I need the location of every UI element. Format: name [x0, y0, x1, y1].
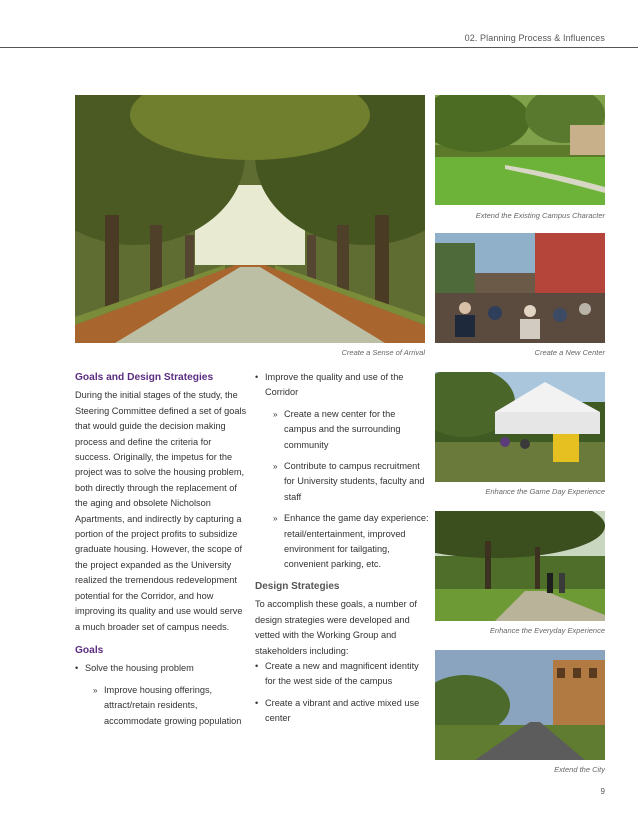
goal-sub-item: » Create a new center for the campus and the surrounding community — [273, 408, 401, 450]
goals-list — [75, 661, 247, 729]
game-day-caption: Enhance the Game Day Experience — [485, 487, 605, 496]
strategy-item: • Create a vibrant and active mixed use center — [255, 696, 429, 727]
goal-sub-item: » Enhance the game day experience: retail/entertainment, improved environment for tailgating, convenient parking, etc. — [273, 513, 429, 570]
strategy-item: • Create a new and magnificent identity for the west side of the campus — [255, 659, 429, 690]
section-label: 02. Planning Process & Influences — [464, 33, 605, 43]
goals-heading: Goals — [75, 644, 104, 656]
city-caption: Extend the City — [554, 765, 605, 774]
goals-section-heading: Goals and Design Strategies — [75, 372, 214, 383]
arrival-caption: Create a Sense of Arrival — [341, 348, 425, 357]
everyday-photo — [435, 511, 605, 621]
goals-list-continued — [255, 370, 429, 573]
goal-sub-item: » Contribute to campus recruitment for University students, faculty and staff — [273, 461, 425, 502]
design-strategies-heading: Design Strategies — [255, 580, 340, 592]
goals-intro-paragraph: During the initial stages of the study, the Steering Committee defined a set of goals that would guide the decision making process and define the criteria for success. Originally, the impetus for the project was to solve the housing problem, both directly through the replacement of the aging and obsolete Nicholson Apartments, and indirectly by capturing a portion of the project profits to subsidize graduate housing. However, the scope of the project expanded as the University realized the tremendous redevelopment potential for the Corridor, and how improving its quality and use would serve a much broader set of campus needs. — [75, 390, 247, 632]
goals-column-middle — [255, 370, 429, 727]
new-center-caption: Create a New Center — [534, 348, 605, 357]
design-strategies-intro: To accomplish these goals, a number of design strategies were developed and vetted with the Working Group and stakeholders including: — [255, 599, 417, 656]
city-photo — [435, 650, 605, 760]
new-center-photo — [435, 233, 605, 343]
game-day-photo — [435, 372, 605, 482]
goals-column-left — [75, 370, 247, 729]
design-strategies-list — [255, 659, 429, 727]
goal-item-corridor: • Improve the quality and use of the Corridor » Create a new center for the campus and the surrounding community » Contribute to campus recruitment for University students, faculty and staff » Enhance the game day experience: retail/entertainment, improved environment for tailgating, convenient parking, etc. — [255, 370, 429, 573]
oak-alley-photo — [75, 95, 425, 343]
goal-sub-item: » Improve housing offerings, attract/retain residents, accommodate growing population — [93, 684, 242, 726]
campus-character-caption: Extend the Existing Campus Character — [475, 211, 605, 220]
page-number: 9 — [600, 787, 605, 796]
goal-item-housing: • Solve the housing problem » Improve housing offerings, attract/retain residents, accommodate growing population — [75, 661, 247, 729]
everyday-caption: Enhance the Everyday Experience — [489, 626, 605, 635]
header-rule — [0, 47, 638, 48]
campus-character-photo — [435, 95, 605, 205]
